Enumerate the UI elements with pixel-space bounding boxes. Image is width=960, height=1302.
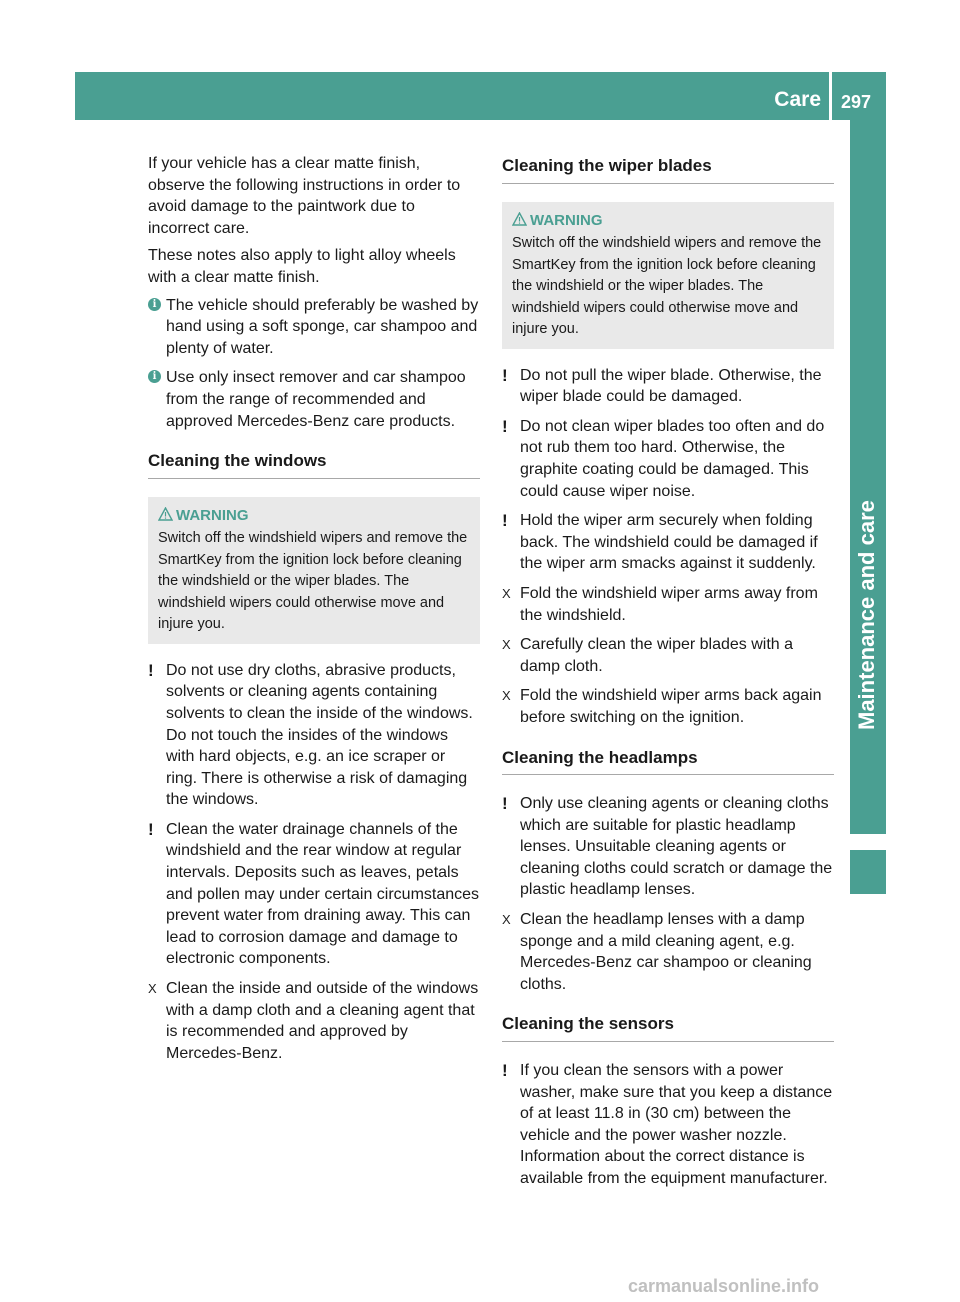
section-heading: Cleaning the headlamps: [502, 747, 834, 776]
caution-text: Do not pull the wiper blade. Otherwise, the wiper blade could be damaged.: [520, 366, 822, 406]
section-heading: Cleaning the sensors: [502, 1013, 834, 1042]
side-tab-label: Maintenance and care: [854, 500, 879, 730]
caution-icon: !: [502, 794, 508, 814]
step-item: [148, 978, 480, 1064]
step-item: [502, 685, 834, 728]
section-heading: Cleaning the windows: [148, 450, 480, 479]
caution-text: If you clean the sensors with a power washer, make sure that you keep a distance of at least 11.8 in (30 cm) between the vehicle and the power washer nozzle. Information about the correct distance is available from the equipment manufacturer.: [520, 1062, 833, 1187]
step-arrow-icon: X: [502, 688, 511, 704]
caution-text: Clean the water drainage channels of the windshield and the rear window at regular intervals. Deposits such as leaves, petals and pollen may under certain circumstances prevent water from draining away. This can lead to corrosion damage and damage to electronic components.: [166, 820, 480, 968]
page-number: 297: [841, 92, 872, 112]
step-arrow-icon: X: [502, 912, 511, 928]
header-bar: [75, 72, 886, 120]
step-arrow-icon: X: [148, 981, 157, 997]
warning-text: Switch off the windshield wipers and remove the SmartKey from the ignition lock before cleaning the windshield or the wiper blades. The windshield wipers could otherwise move and injure you.: [158, 530, 468, 633]
caution-text: Hold the wiper arm securely when folding back. The windshield could be damaged if the wiper arm smacks against it suddenly.: [520, 512, 818, 573]
footer-watermark: carmanualsonline.info: [628, 1276, 820, 1296]
caution-icon: !: [502, 511, 508, 531]
warning-triangle-icon: [158, 507, 173, 521]
warning-header: [512, 210, 824, 232]
intro-paragraph: These notes also apply to light alloy wheels with a clear matte finish.: [148, 247, 456, 286]
side-tab-marker: [850, 850, 886, 894]
warning-text: Switch off the windshield wipers and remove the SmartKey from the ignition lock before cleaning the windshield or the wiper blades. The windshield wipers could otherwise move and injure you.: [512, 235, 822, 338]
step-text: Clean the inside and outside of the windows with a damp cloth and a cleaning agent that is recommended and approved by Mercedes-Benz.: [166, 980, 479, 1062]
caution-note: [148, 819, 480, 970]
right-column: [502, 153, 834, 1198]
step-item: [502, 583, 834, 626]
section-heading: Cleaning the wiper blades: [502, 155, 834, 184]
caution-text: Do not clean wiper blades too often and do not rub them too hard. Otherwise, the graphite coating could be damaged. This could cause wiper noise.: [520, 417, 825, 500]
section-title: Care: [774, 88, 821, 111]
info-note: [148, 295, 480, 360]
warning-triangle-icon: [512, 212, 527, 226]
caution-note: [502, 510, 834, 575]
caution-note: [502, 416, 834, 502]
step-text: Fold the windshield wiper arms away from the windshield.: [520, 584, 818, 624]
warning-header: [158, 505, 470, 527]
step-text: Carefully clean the wiper blades with a damp cloth.: [520, 636, 794, 675]
info-icon: i: [148, 370, 161, 383]
warning-label: WARNING: [530, 211, 603, 229]
intro-paragraph: If your vehicle has a clear matte finish, observe the following instructions in order to avoid damage to the paintwork due to incorrect care.: [148, 155, 461, 237]
caution-icon: !: [502, 416, 508, 436]
step-item: [502, 909, 834, 995]
caution-note: [502, 365, 834, 408]
caution-icon: !: [148, 819, 154, 839]
caution-note: [502, 793, 834, 901]
caution-text: Only use cleaning agents or cleaning cloths which are suitable for plastic headlamp lenses. Unsuitable cleaning agents or cleaning cloths could scratch or damage the plastic headlamp lenses.: [520, 795, 833, 899]
caution-icon: !: [502, 1061, 508, 1081]
header-divider: [829, 72, 832, 120]
step-arrow-icon: X: [502, 585, 511, 601]
caution-icon: !: [148, 660, 154, 680]
step-item: [502, 634, 834, 677]
caution-text: Do not use dry cloths, abrasive products, solvents or cleaning agents containing solvents to clean the inside of the windows. Do not touch the insides of the windows with hard objects, e.g. an ice scraper or ring. There is otherwise a risk of damaging the windows.: [166, 661, 473, 809]
info-icon: i: [148, 298, 161, 311]
caution-note: [148, 660, 480, 811]
warning-label: WARNING: [176, 506, 249, 524]
caution-icon: !: [502, 365, 508, 385]
warning-box: [148, 497, 480, 644]
left-column: [148, 153, 480, 1072]
step-text: Fold the windshield wiper arms back again before switching on the ignition.: [520, 687, 822, 726]
caution-note: [502, 1060, 834, 1190]
warning-box: [502, 202, 834, 349]
step-text: Clean the headlamp lenses with a damp sponge and a mild cleaning agent, e.g. Mercedes-Benz car shampoo or cleaning cloths.: [520, 911, 812, 993]
info-text: Use only insect remover and car shampoo from the range of recommended and approved Mercedes-Benz care products.: [166, 369, 466, 430]
info-note: [148, 367, 480, 432]
info-text: The vehicle should preferably be washed by hand using a soft sponge, car shampoo and plenty of water.: [166, 296, 479, 357]
step-arrow-icon: X: [502, 637, 511, 653]
